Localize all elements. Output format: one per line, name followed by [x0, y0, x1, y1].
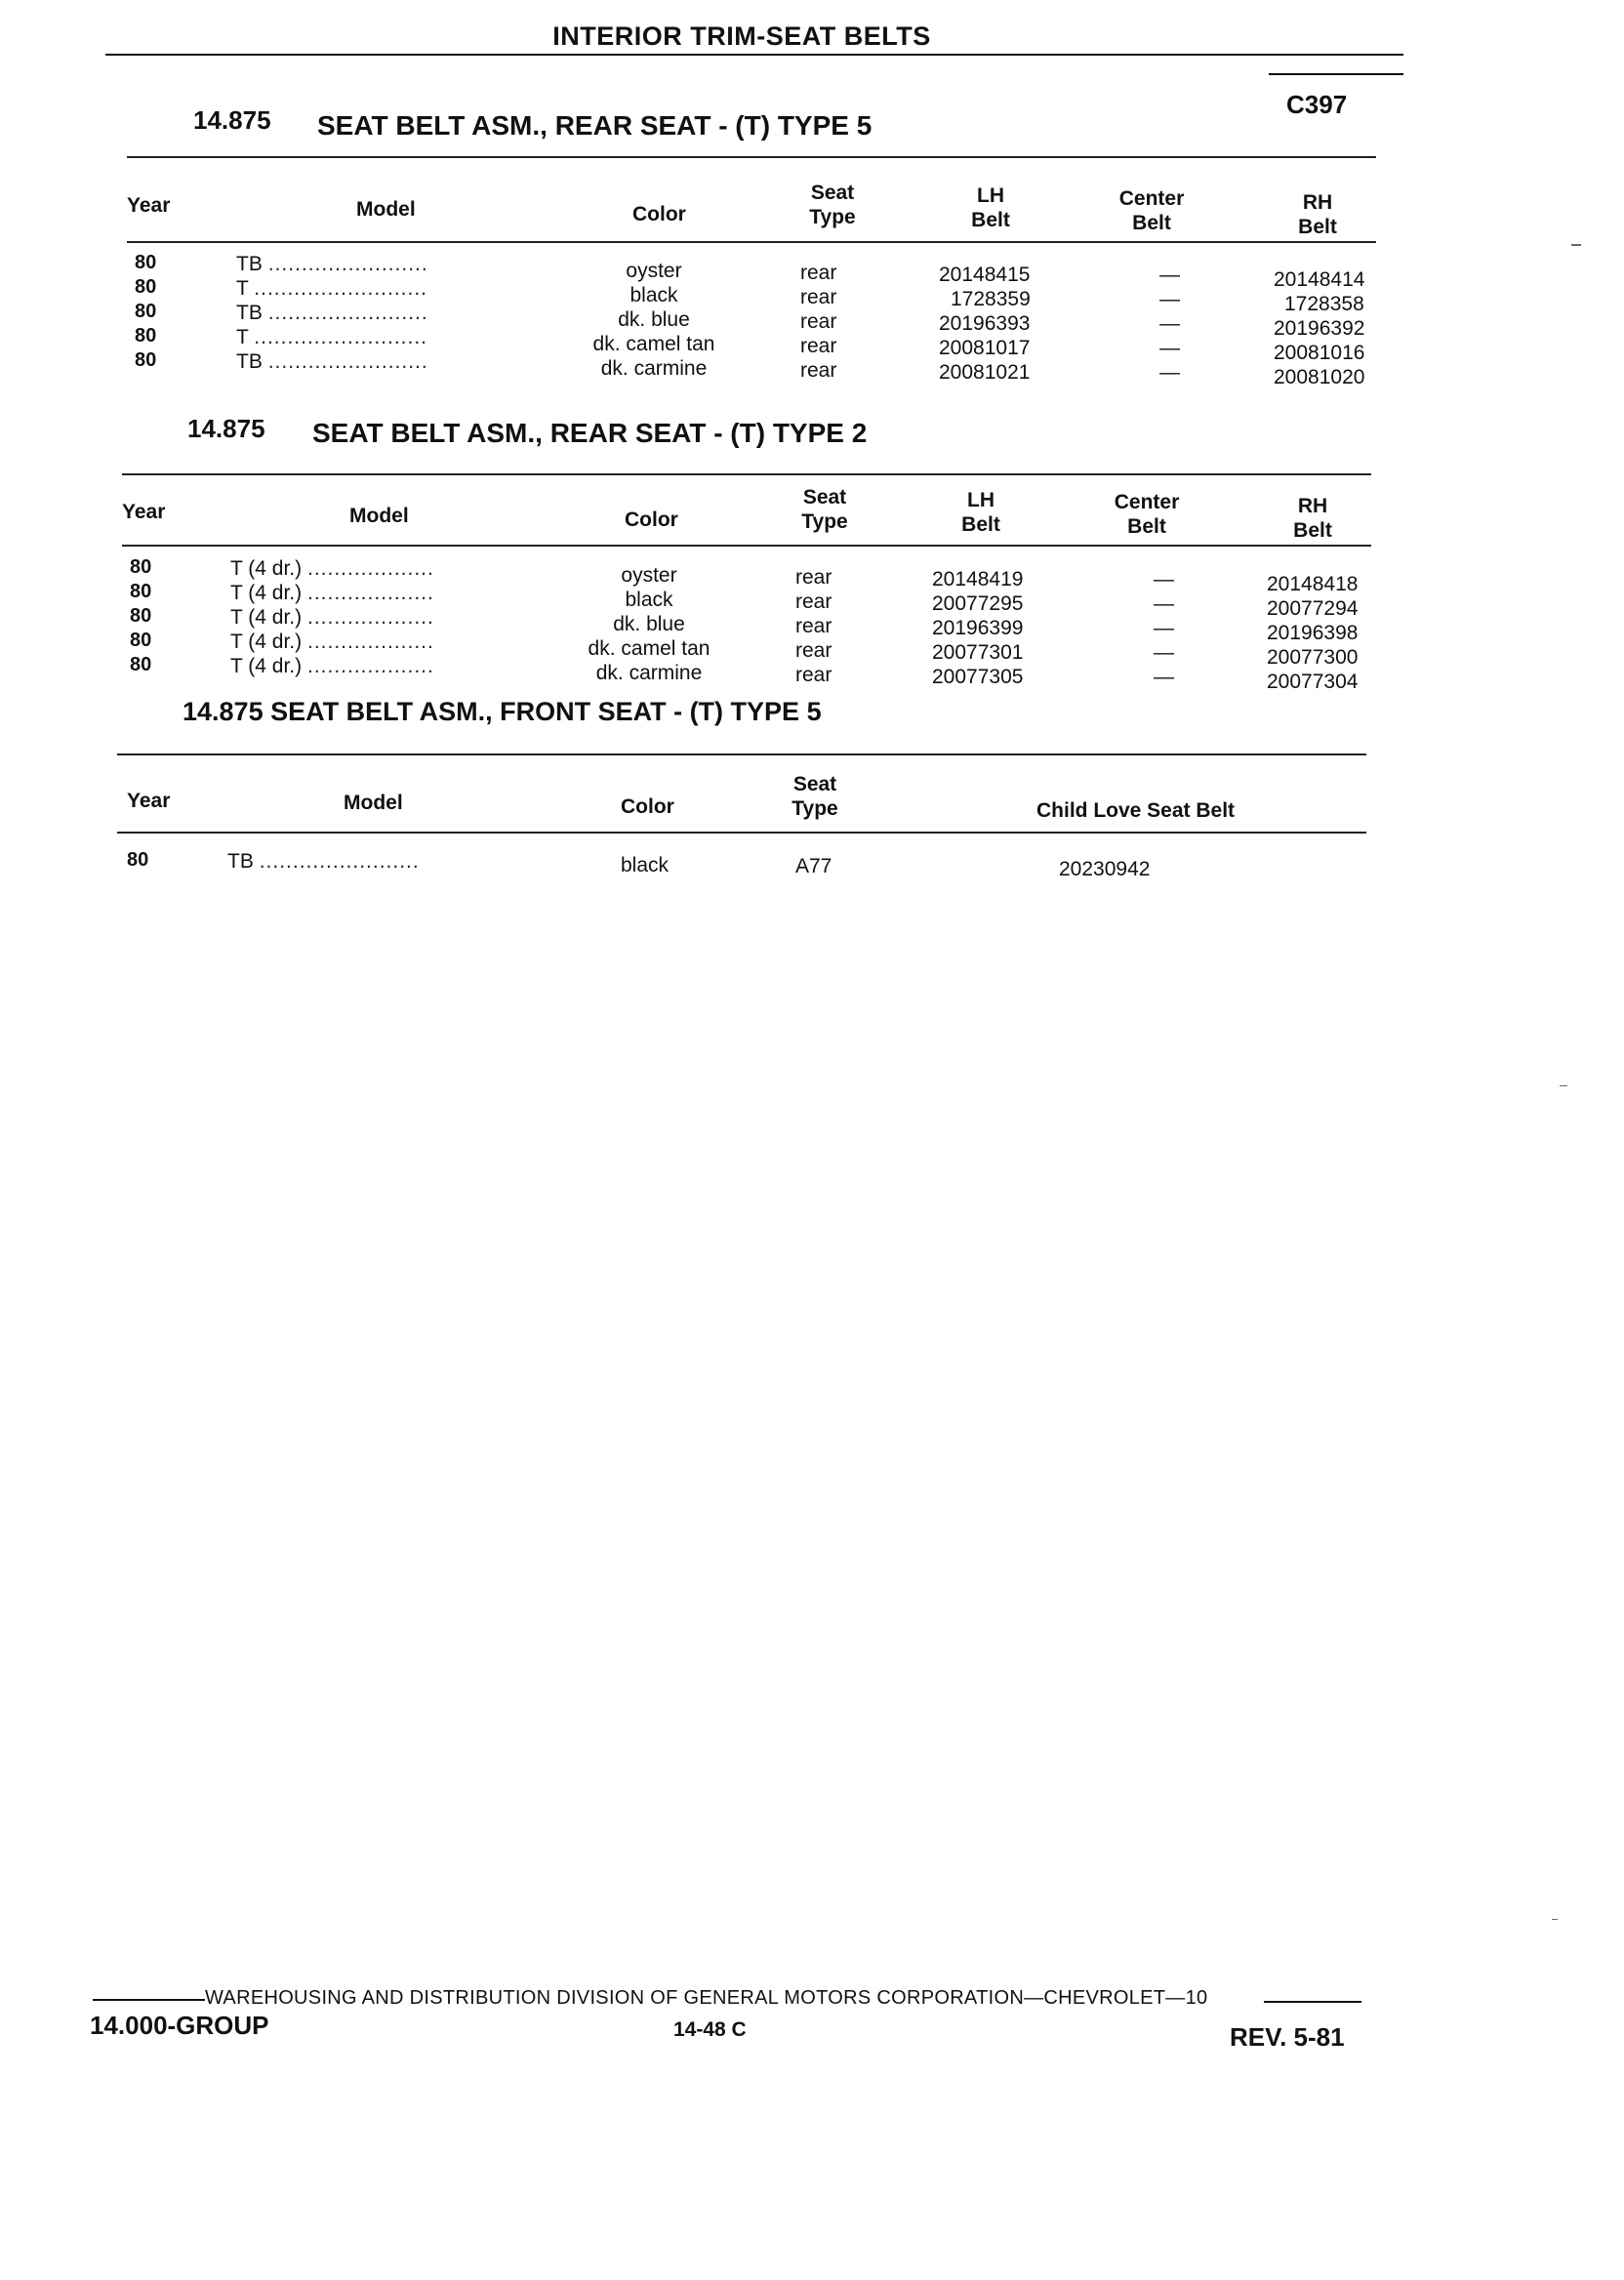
footer-revision: REV. 5-81 [1230, 2022, 1345, 2052]
year-cell: 80 [135, 325, 157, 346]
section-3-header-model: Model [344, 792, 403, 814]
seat-type-cell: rear [800, 310, 837, 333]
rh-belt-cell: 20196392 [1274, 317, 1365, 340]
center-belt-cell: — [1159, 361, 1180, 384]
rh-belt-cell: 20196398 [1267, 622, 1359, 644]
section-3-header-seat-type: Seat Type [792, 773, 838, 820]
color-cell: dk. camel tan [588, 637, 710, 660]
scan-speck [1571, 244, 1581, 246]
lh-belt-cell: 20077305 [932, 666, 1024, 688]
color-cell: black [625, 589, 673, 611]
model-cell: TB ........................ [236, 350, 428, 373]
year-cell: 80 [135, 301, 157, 322]
section-3-header-color: Color [621, 795, 674, 818]
lh-belt-cell: 20077301 [932, 641, 1024, 664]
center-belt-cell: — [1159, 337, 1180, 359]
year-cell: 80 [130, 556, 152, 578]
lh-belt-cell: 20077295 [932, 592, 1024, 615]
center-belt-cell: — [1154, 592, 1174, 615]
rh-belt-cell: 20077294 [1267, 597, 1359, 620]
rh-belt-cell: 20148414 [1274, 268, 1365, 291]
model-cell: TB ........................ [227, 850, 420, 873]
color-cell: dk. carmine [600, 357, 708, 380]
section-2-header-seat-type: Seat Type [801, 486, 848, 533]
color-cell: dk. blue [618, 308, 690, 331]
section-2-title: SEAT BELT ASM., REAR SEAT - (T) TYPE 2 [312, 418, 868, 448]
color-cell: oyster [621, 564, 677, 587]
seat-type-cell: rear [795, 639, 832, 662]
rh-belt-cell: 20148418 [1267, 573, 1359, 595]
model-cell: T (4 dr.) ................... [230, 557, 434, 580]
section-3-title: 14.875 SEAT BELT ASM., FRONT SEAT - (T) TYPE 5 [183, 697, 822, 726]
seat-type-cell: rear [795, 615, 832, 637]
footer-rule-left [93, 1999, 205, 2001]
page-title: INTERIOR TRIM-SEAT BELTS [552, 21, 931, 51]
rh-belt-cell: 20081016 [1274, 342, 1365, 364]
lh-belt-cell: 20148415 [939, 264, 1031, 286]
page-code: C397 [1286, 90, 1348, 119]
model-cell: TB ........................ [236, 253, 428, 275]
seat-type-cell: rear [795, 590, 832, 613]
section-2-header-year: Year [122, 501, 166, 523]
lh-belt-cell: 20081021 [939, 361, 1031, 384]
section-2-header-rule [122, 545, 1371, 547]
color-cell: black [629, 284, 678, 306]
seat-type-cell: rear [795, 664, 832, 686]
lh-belt-cell: 1728359 [951, 288, 1031, 310]
section-1-header-rule [127, 241, 1376, 243]
section-2-header-model: Model [349, 505, 409, 527]
section-1-header-model: Model [356, 198, 416, 221]
seat-type-cell: rear [800, 335, 837, 357]
year-cell: 80 [130, 654, 152, 675]
rh-belt-cell: 20077304 [1267, 671, 1359, 693]
year-cell: 80 [127, 849, 149, 871]
center-belt-cell: — [1159, 312, 1180, 335]
rh-belt-cell: 20077300 [1267, 646, 1359, 669]
seat-type-cell: rear [800, 359, 837, 382]
seat-type-cell: rear [800, 286, 837, 308]
year-cell: 80 [130, 605, 152, 627]
section-1-header-center-belt: Center Belt [1118, 187, 1185, 234]
color-cell: black [621, 854, 670, 876]
lh-belt-cell: 20196399 [932, 617, 1024, 639]
child-belt-cell: 20230942 [1059, 858, 1151, 880]
section-1-header-rh-belt: RH Belt [1298, 191, 1337, 238]
year-cell: 80 [130, 630, 152, 651]
center-belt-cell: — [1154, 666, 1174, 688]
section-1-header-color: Color [632, 203, 686, 225]
section-1-title: SEAT BELT ASM., REAR SEAT - (T) TYPE 5 [317, 110, 873, 141]
header-rule [105, 54, 1403, 56]
color-cell: dk. camel tan [592, 333, 715, 355]
section-2-header-center-belt: Center Belt [1114, 491, 1180, 538]
footer-division: WAREHOUSING AND DISTRIBUTION DIVISION OF GENERAL MOTORS CORPORATION—CHEVROLET—10 [205, 1987, 1208, 2009]
section-1-header-lh-belt: LH Belt [971, 184, 1010, 231]
center-belt-cell: — [1154, 617, 1174, 639]
footer-group: 14.000-GROUP [90, 2011, 269, 2040]
lh-belt-cell: 20148419 [932, 568, 1024, 590]
section-3-header-year: Year [127, 790, 171, 812]
color-cell: dk. blue [613, 613, 685, 635]
color-cell: dk. carmine [595, 662, 703, 684]
lh-belt-cell: 20196393 [939, 312, 1031, 335]
model-cell: T .......................... [236, 277, 427, 300]
center-belt-cell: — [1154, 641, 1174, 664]
lh-belt-cell: 20081017 [939, 337, 1031, 359]
section-3-header-child-belt: Child Love Seat Belt [1036, 799, 1236, 822]
year-cell: 80 [135, 276, 157, 298]
model-cell: T (4 dr.) ................... [230, 582, 434, 604]
section-2-header-color: Color [625, 509, 678, 531]
rh-belt-cell: 1728358 [1284, 293, 1364, 315]
section-2-header-rh-belt: RH Belt [1293, 495, 1332, 542]
section-1-number: 14.875 [193, 105, 271, 135]
model-cell: T (4 dr.) ................... [230, 606, 434, 629]
scan-speck [1552, 1919, 1558, 1920]
section-1-header-seat-type: Seat Type [809, 182, 856, 228]
seat-type-cell: rear [800, 262, 837, 284]
seat-type-cell: A77 [795, 855, 832, 877]
year-cell: 80 [135, 349, 157, 371]
model-cell: T (4 dr.) ................... [230, 631, 434, 653]
center-belt-cell: — [1159, 264, 1180, 286]
section-2-top-rule [122, 473, 1371, 475]
center-belt-cell: — [1159, 288, 1180, 310]
model-cell: TB ........................ [236, 302, 428, 324]
scan-speck [1560, 1085, 1567, 1086]
footer-page-number: 14-48 C [673, 2018, 747, 2041]
center-belt-cell: — [1154, 568, 1174, 590]
year-cell: 80 [130, 581, 152, 602]
model-cell: T .......................... [236, 326, 427, 348]
section-1-top-rule [127, 156, 1376, 158]
section-3-top-rule [117, 753, 1366, 755]
section-1-header-year: Year [127, 194, 171, 217]
model-cell: T (4 dr.) ................... [230, 655, 434, 677]
section-2-number: 14.875 [187, 414, 265, 443]
rh-belt-cell: 20081020 [1274, 366, 1365, 388]
header-rule-right [1269, 73, 1403, 75]
year-cell: 80 [135, 252, 157, 273]
section-2-header-lh-belt: LH Belt [961, 489, 1000, 536]
section-3-header-rule [117, 832, 1366, 834]
color-cell: oyster [626, 260, 682, 282]
footer-rule-right [1264, 2001, 1361, 2003]
seat-type-cell: rear [795, 566, 832, 589]
